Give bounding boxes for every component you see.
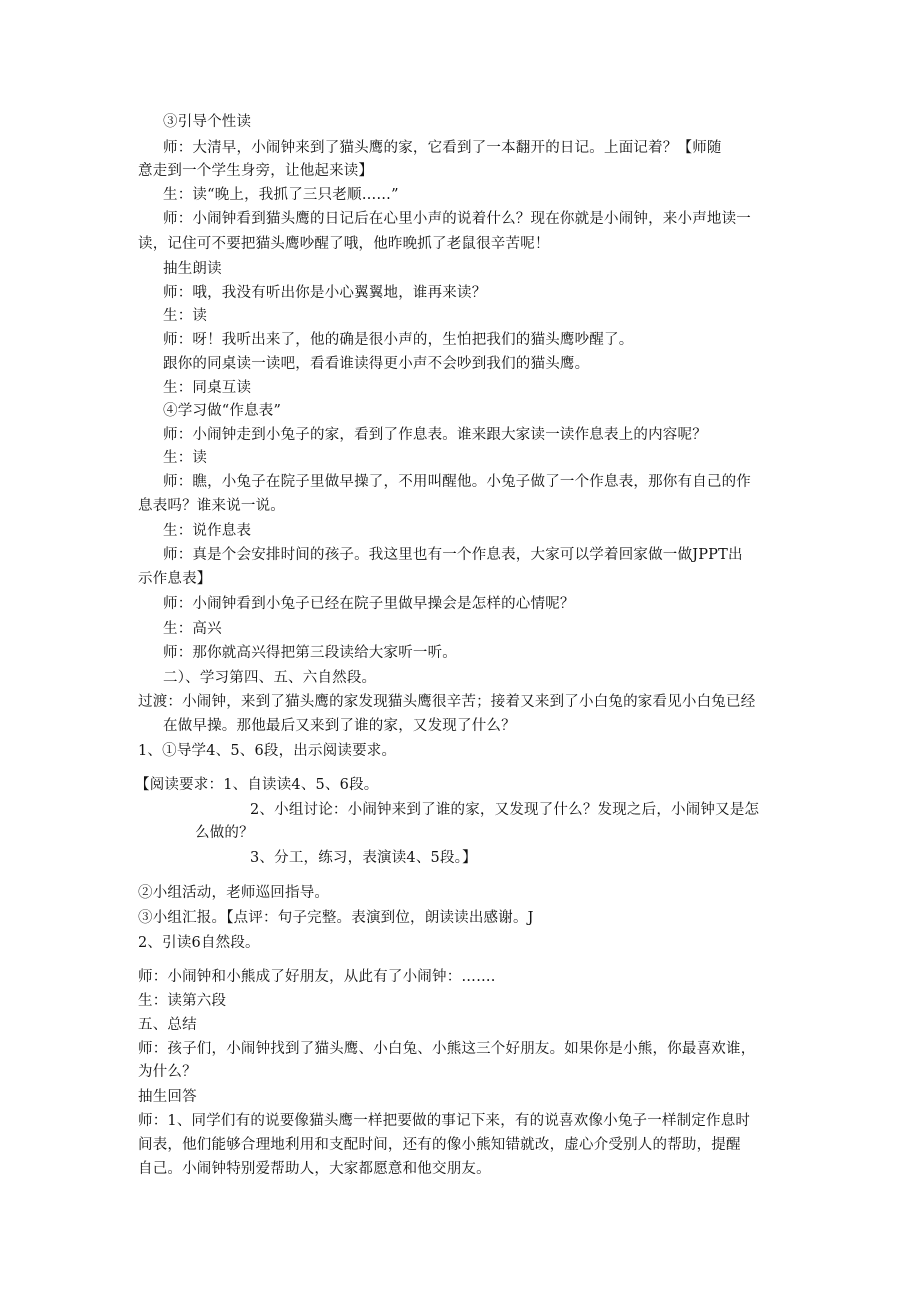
text-line: 过渡：小闹钟，来到了猫头鹰的家发现猫头鹰很辛苦；接着又来到了小白兔的家看见小白兔已经	[138, 694, 756, 710]
text-line: 师：小闹钟看到猫头鹰的日记后在心里小声的说着什么？现在你就是小闹钟，来小声地读一	[163, 211, 751, 227]
text-line: 意走到一个学生身旁，让他起来读】	[138, 163, 374, 179]
text-line: ②小组活动，老师巡回指导。	[138, 885, 330, 901]
text-line: ③小组汇报。【点评：句子完整。表演到位，朗读读出感谢。J	[138, 910, 534, 926]
text-line: 生：读	[163, 308, 208, 324]
text-line: 生：读“晚上，我抓了三只老顺……”	[163, 187, 399, 203]
text-line: 2、小组讨论：小闹钟来到了谁的家，又发现了什么？发现之后，小闹钟又是怎	[250, 802, 760, 818]
text-line: 在做早操。那他最后又来到了谁的家，又发现了什么？	[163, 718, 516, 734]
text-line: 为什么？	[138, 1064, 197, 1080]
reading-requirements: 【阅读要求：1、自读读4、5、6段。	[135, 777, 379, 793]
text-line: 抽生回答	[138, 1089, 197, 1105]
text-line: 师：小闹钟走到小兔子的家，看到了作息表。谁来跟大家读一读作息表上的内容呢？	[163, 427, 707, 443]
text-line: 读，记住可不要把猫头鹰吵醒了哦，他昨晚抓了老鼠很辛苦呢！	[138, 236, 550, 252]
text-line: 师：小闹钟和小熊成了好朋友，从此有了小闹钟：…….	[138, 969, 496, 985]
text-line: 师：孩子们，小闹钟找到了猫头鹰、小白兔、小熊这三个好朋友。如果你是小熊，你最喜欢谁，	[138, 1041, 756, 1057]
text-line: 间表，他们能够合理地利用和支配时间，还有的像小熊知错就改，虚心介受别人的帮助，提醒	[138, 1137, 741, 1153]
text-line: 生：高兴	[163, 621, 222, 637]
text-line: 1、①导学4、5、6段，出示阅读要求。	[138, 743, 397, 759]
text-line: 自己。小闹钟特别爱帮助人，大家都愿意和他交朋友。	[138, 1161, 491, 1177]
text-line: 师：瞧，小兔子在院子里做早操了，不用叫醒他。小兔子做了一个作息表，那你有自己的作	[163, 474, 751, 490]
section-heading: ④学习做“作息表”	[163, 403, 282, 419]
text-line: 生：同桌互读	[163, 380, 252, 396]
text-line: 师：呀！我听出来了，他的确是很小声的，生怕把我们的猫头鹰吵醒了。	[163, 332, 634, 348]
text-line: 抽生朗读	[163, 261, 222, 277]
text-line: 师：真是个会安排时间的孩子。我这里也有一个作息表，大家可以学着回家做一做JPPT出	[163, 547, 743, 563]
text-line: 息表吗？谁来说一说。	[138, 498, 285, 514]
text-line: 3、分工，练习，表演读4、5段。】	[250, 850, 477, 866]
text-line: 2、引读6自然段。	[138, 935, 260, 951]
text-line: 么做的？	[195, 825, 254, 841]
text-line: 师：1、同学们有的说要像猫头鹰一样把要做的事记下来，有的说喜欢像小兔子一样制定作息时	[138, 1113, 751, 1129]
text-line: 师：小闹钟看到小兔子已经在院子里做早操会是怎样的心情呢？	[163, 596, 575, 612]
text-line: 师：哦，我没有听出你是小心翼翼地，谁再来读？	[163, 285, 487, 301]
text-line: 师：大清早，小闹钟来到了猫头鹰的家，它看到了一本翻开的日记。上面记着？【师随	[163, 140, 722, 156]
section-heading: 五、总结	[138, 1017, 197, 1033]
text-line: 生：说作息表	[163, 523, 252, 539]
text-line: 生：读第六段	[138, 993, 227, 1009]
section-heading: 二）、学习第四、五、六自然段。	[163, 670, 377, 686]
text-line: 生：读	[163, 450, 208, 466]
text-line: 跟你的同桌读一读吧，看看谁读得更小声不会吵到我们的猫头鹰。	[163, 356, 590, 372]
text-line: ③引导个性读	[163, 114, 252, 130]
text-line: 示作息表】	[138, 571, 212, 587]
text-line: 师：那你就高兴得把第三段读给大家听一听。	[163, 645, 457, 661]
